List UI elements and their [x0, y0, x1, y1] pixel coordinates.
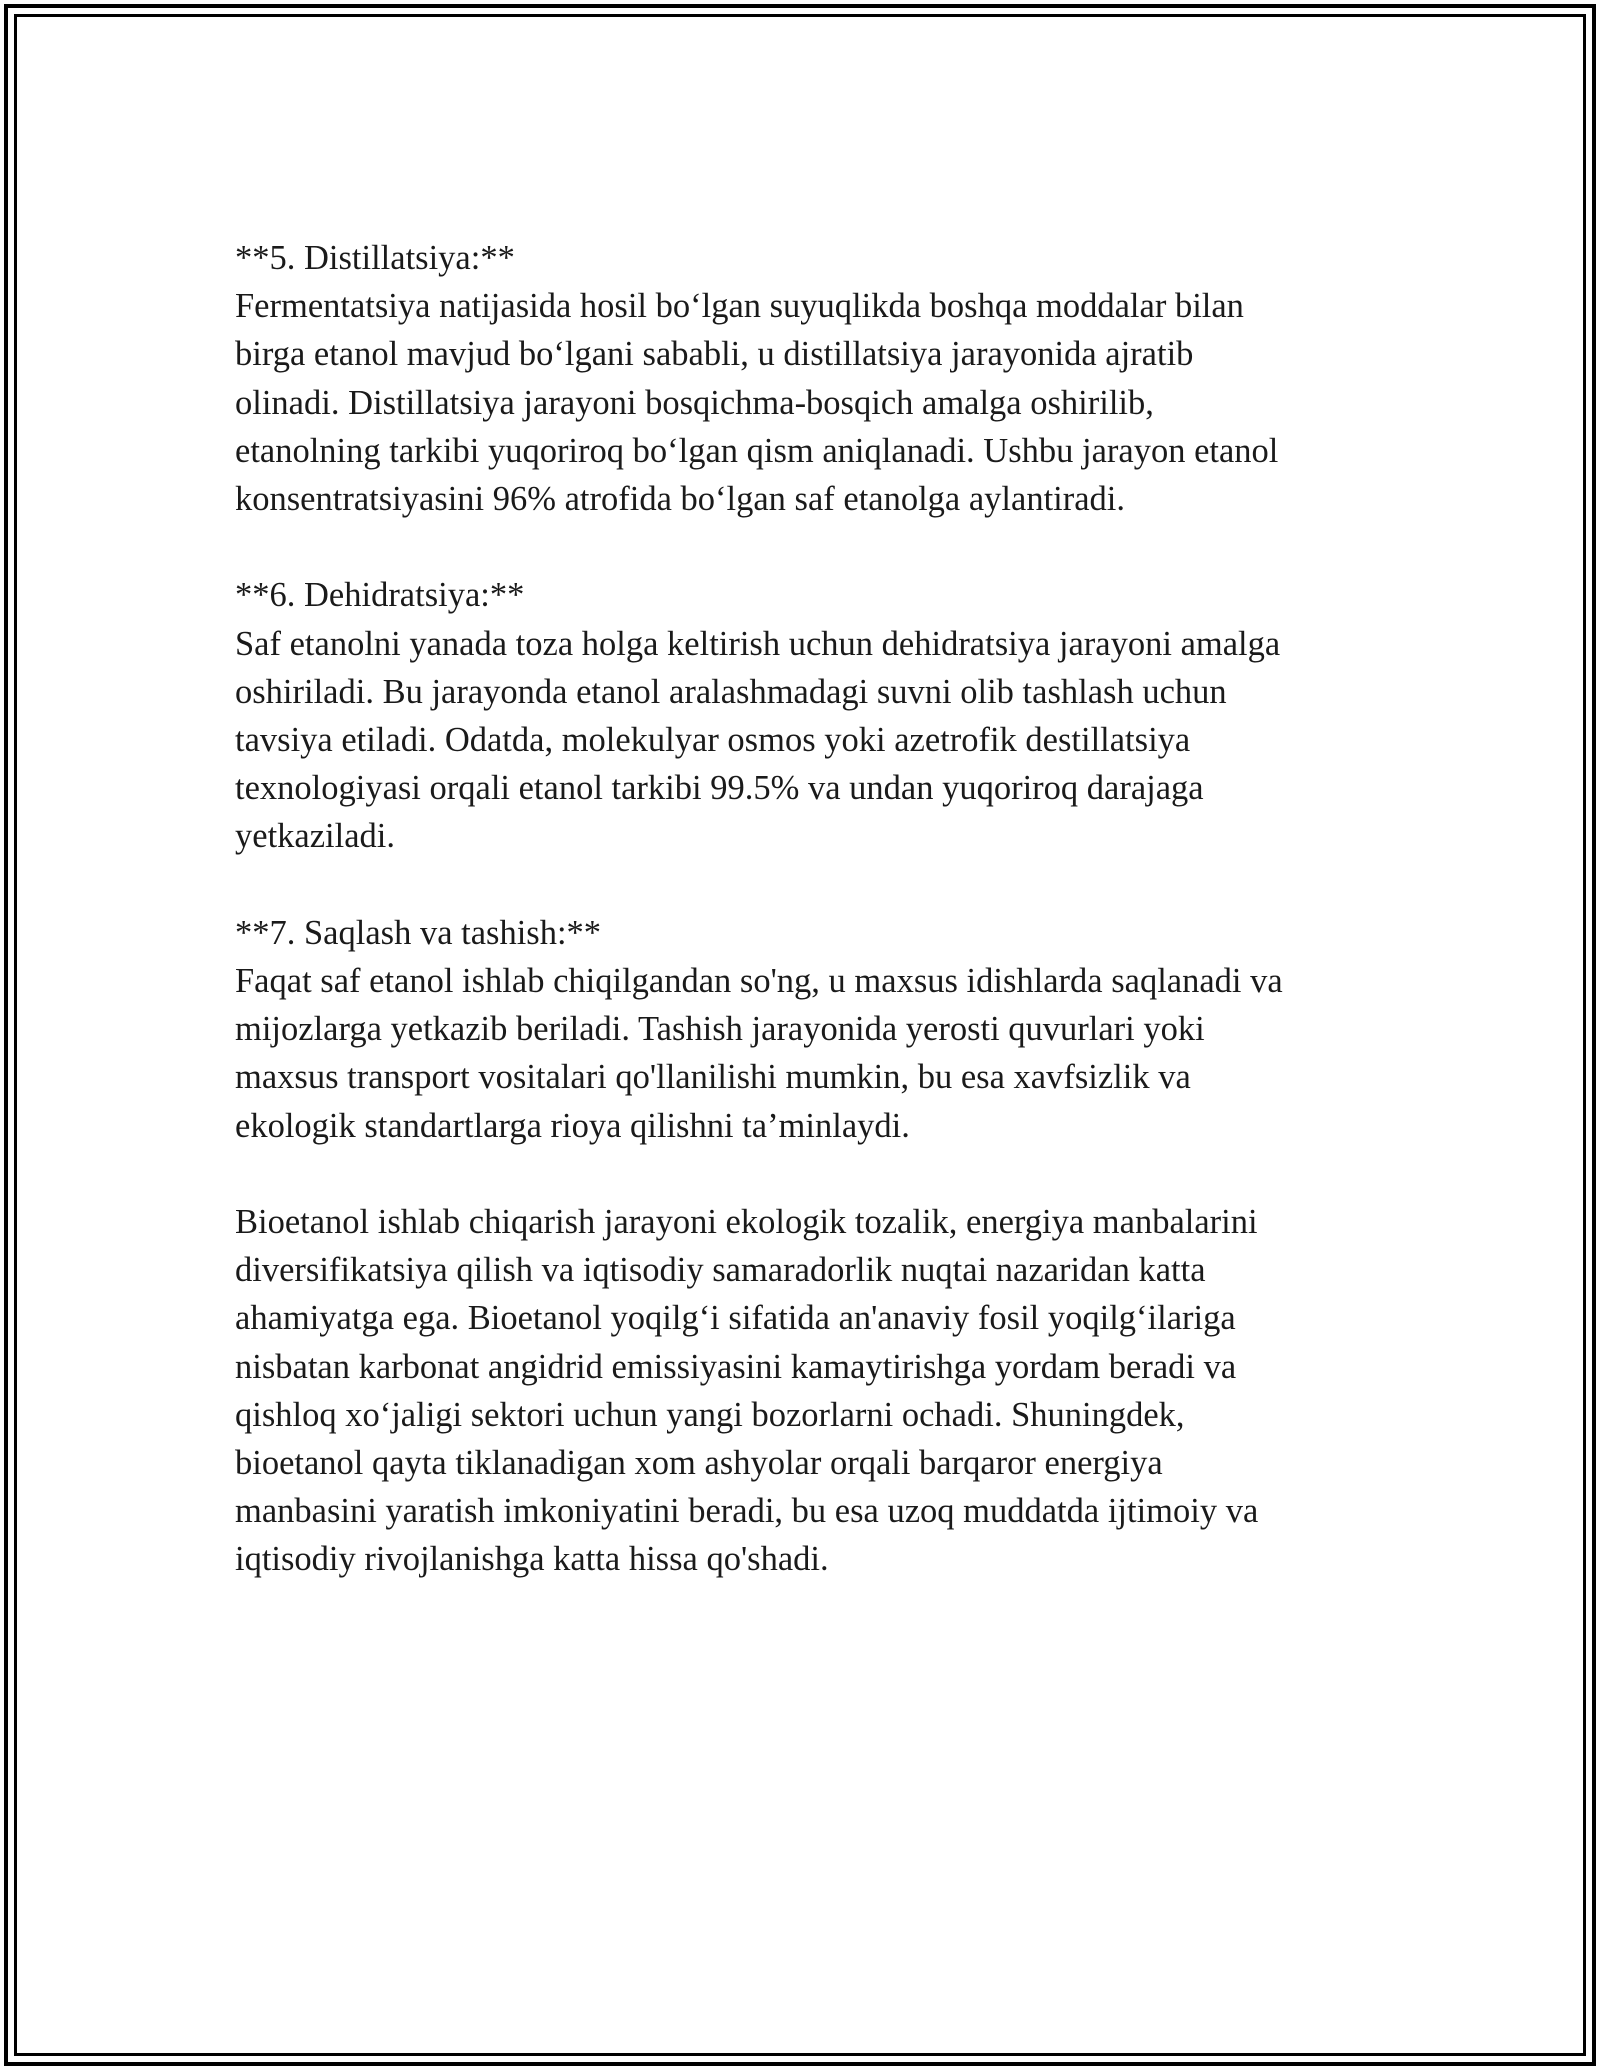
conclusion-section — [235, 1198, 1365, 1584]
section-heading: **5. Distillatsiya:** — [235, 239, 515, 277]
document-body — [235, 234, 1365, 1584]
section-paragraph: Faqat saf etanol ishlab chiqilgandan so'ng, u maxsus idishlarda saqlanadi va mijozlarga yetkazib beriladi. Tashish jarayonida yerosti quvurlari yoki maxsus transport vositalari qo'llanilishi mumkin, bu esa xavfsizlik va ekologik standartlarga rioya qilishni ta’minlaydi. — [235, 962, 1283, 1145]
conclusion-paragraph: Bioetanol ishlab chiqarish jarayoni ekologik tozalik, energiya manbalarini diversifikatsiya qilish va iqtisodiy samaradorlik nuqtai nazaridan katta ahamiyatga ega. Bioetanol yoqilg‘i sifatida an'anaviy fosil yoqilg‘ilariga nisbatan karbonat angidrid emissiyasini kamaytirishga yordam beradi va qishloq xo‘jaligi sektori uchun yangi bozorlarni ochadi. Shuningdek, bioetanol qayta tiklanadigan xom ashyolar orqali barqaror energiya manbasini yaratish imkoniyatini beradi, bu esa uzoq muddatda ijtimoiy va iqtisodiy rivojlanishga katta hissa qo'shadi. — [235, 1203, 1259, 1579]
section-dehidratsiya — [235, 571, 1365, 860]
section-paragraph: Fermentatsiya natijasida hosil bo‘lgan suyuqlikda boshqa moddalar bilan birga etanol mavjud bo‘lgani sababli, u distillatsiya jarayonida ajratib olinadi. Distillatsiya jarayoni bosqichma-bosqich amalga oshirilib, etanolning tarkibi yuqoriroq bo‘lgan qism aniqlanadi. Ushbu jarayon etanol konsentratsiyasini 96% atrofida bo‘lgan saf etanolga aylantiradi. — [235, 287, 1279, 519]
section-saqlash-va-tashish — [235, 909, 1365, 1150]
section-paragraph: Saf etanolni yanada toza holga keltirish uchun dehidratsiya jarayoni amalga oshiriladi. Bu jarayonda etanol aralashmadagi suvni olib tashlash uchun tavsiya etiladi. Odatda, molekulyar osmos yoki azetrofik destillatsiya texnologiyasi orqali etanol tarkibi 99.5% va undan yuqoriroq darajaga yetkaziladi. — [235, 624, 1281, 856]
section-distillatsiya — [235, 234, 1365, 523]
section-heading: **7. Saqlash va tashish:** — [235, 913, 602, 952]
section-heading: **6. Dehidratsiya:** — [235, 576, 525, 615]
